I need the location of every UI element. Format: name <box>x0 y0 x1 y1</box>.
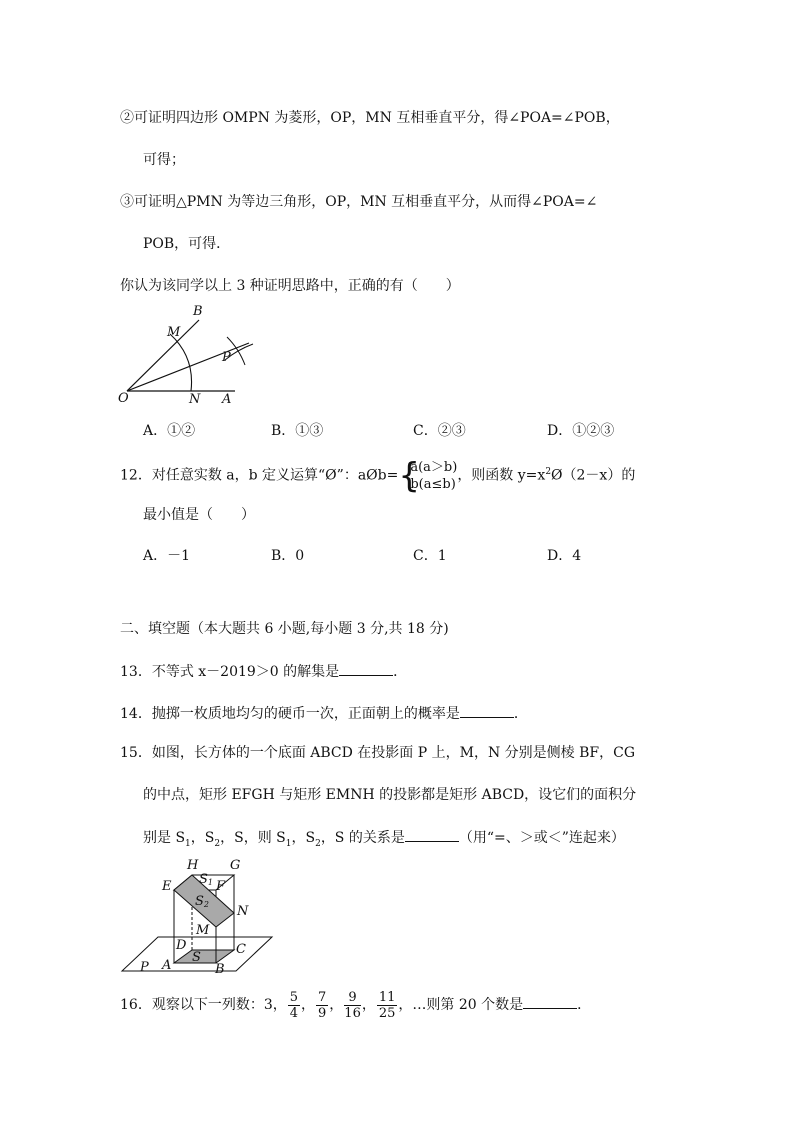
label-s1-sub: 1 <box>207 878 213 887</box>
q15-line3b: ，S <box>190 830 215 846</box>
q11-option-d[interactable]: D．①②③ <box>547 423 615 439</box>
label-o: O <box>118 391 129 406</box>
q11-item2: ②可证明四边形 OMPN 为菱形，OP，MN 互相垂直平分，得∠POA=∠POB， <box>120 110 620 126</box>
label-b: B <box>215 962 225 975</box>
q15-s2-sub: 2 <box>214 838 221 849</box>
q14-answer-blank[interactable] <box>460 703 514 718</box>
angle-bisector-figure <box>115 302 255 408</box>
q15-answer-blank[interactable] <box>405 827 459 842</box>
q11-option-c[interactable]: C．②③ <box>413 423 466 439</box>
q15-line1: 15．如图，长方体的一个底面 ABCD 在投影面 P 上，M，N 分别是侧棱 BF，CG <box>120 745 636 761</box>
q16-text: 16．观察以下一列数：3， <box>120 997 287 1013</box>
q12-line2: 最小值是（ ） <box>143 507 255 523</box>
label-n: N <box>189 392 201 407</box>
label-s2-sub: 2 <box>203 900 209 909</box>
q12-stem-c: Ø（2－x）的 <box>551 467 636 484</box>
q12-option-a[interactable]: A．－1 <box>143 548 191 564</box>
q15-line3 <box>143 827 625 854</box>
q16: 16．观察以下一列数：3， $\frac{5}{4}$ ， $\frac{7}{9}$ ， $\frac{9}{16}$ ， $\frac{11}{25}$ ，…则第 20 个数是 ． <box>120 989 592 1021</box>
q16-frac-1-num: 5 <box>289 989 299 1005</box>
q16-end: ． <box>577 997 592 1013</box>
q16-frac-4 <box>377 990 398 1021</box>
q16-frac-1 <box>288 990 300 1021</box>
label-p: P <box>140 960 149 975</box>
label-s1 <box>199 872 213 887</box>
q16-frac-2-den: 9 <box>318 1005 327 1021</box>
label-a: A <box>162 958 172 973</box>
label-c: C <box>236 942 246 957</box>
q11-option-b[interactable]: B．①③ <box>271 423 324 439</box>
q12-case-1: a(a＞b) <box>410 459 458 475</box>
q11-item3: ③可证明△PMN 为等边三角形，OP，MN 互相垂直平分，从而得∠POA=∠ <box>120 194 598 210</box>
label-h: H <box>187 858 199 873</box>
q14-text: 14．抛掷一枚质地均匀的硬币一次，正面朝上的概率是 <box>120 706 460 722</box>
label-s2-main: S <box>195 894 204 909</box>
q15-line3f: （用“=、＞或＜”连起来） <box>458 830 625 846</box>
label-n: N <box>237 904 249 919</box>
q16-answer-blank[interactable] <box>523 994 577 1009</box>
q12-option-b[interactable]: B．0 <box>271 548 305 564</box>
q16-frac-4-den: 25 <box>378 1005 396 1021</box>
label-p: P <box>222 350 231 365</box>
q16-frac-4-num: 11 <box>378 989 396 1005</box>
q11-question: 你认为该同学以上 3 种证明思路中，正确的有（ ） <box>120 278 460 294</box>
q13-answer-blank[interactable] <box>339 661 393 676</box>
label-d: D <box>176 938 187 953</box>
q16-frac-3-num: 9 <box>344 990 361 1006</box>
label-b: B <box>193 304 203 319</box>
q12-option-c[interactable]: C．1 <box>413 548 447 564</box>
q15-line3c: ，S，则 S <box>220 830 286 846</box>
label-e: E <box>162 879 172 894</box>
q12-stem-a: 12．对任意实数 a，b 定义运算“Ø”：aØb= <box>120 467 399 484</box>
q12-sup: 2 <box>545 467 552 477</box>
label-a: A <box>222 392 232 407</box>
section2-title: 二、填空题（本大题共 6 小题,每小题 3 分,共 18 分) <box>120 621 449 637</box>
q16-frac-3-den: 16 <box>344 1005 361 1021</box>
q12-brace: { <box>398 455 420 496</box>
arc-mn <box>170 334 192 391</box>
q16-frac-3 <box>344 990 361 1021</box>
q16-tail: ，…则第 20 个数是 <box>398 997 524 1013</box>
q15-line3e: ，S 的关系是 <box>320 830 405 846</box>
q12-stem <box>120 448 635 500</box>
q12-piecewise <box>398 455 458 496</box>
q16-frac-2 <box>316 990 328 1021</box>
label-m: M <box>167 325 181 340</box>
q15-line3d: ，S <box>291 830 316 846</box>
q13-end: ． <box>393 664 408 680</box>
q12-case-2: b(a≤b) <box>410 476 456 492</box>
label-s: S <box>192 950 201 965</box>
q12-stem-b: ，则函数 y=x <box>457 467 546 484</box>
q12-option-d[interactable]: D．4 <box>547 548 582 564</box>
label-g: G <box>230 858 241 873</box>
q11-option-a[interactable]: A．①② <box>143 423 196 439</box>
q15-s2b-sub: 2 <box>315 838 321 849</box>
q16-frac-2-num: 7 <box>318 989 327 1005</box>
q15-s1b-sub: 1 <box>285 838 292 849</box>
q13-text: 13．不等式 x－2019＞0 的解集是 <box>120 664 340 680</box>
label-s1-main: S <box>199 872 208 887</box>
ray-ob <box>127 320 199 391</box>
q15-line2: 的中点，矩形 EFGH 与矩形 EMNH 的投影都是矩形 ABCD，设它们的面积分 <box>143 787 637 803</box>
label-f: F <box>216 879 226 894</box>
label-m: M <box>196 923 210 938</box>
q11-item2-cont: 可得； <box>143 152 185 168</box>
q11-item3-cont: POB，可得． <box>143 236 231 252</box>
q15-s1-sub: 1 <box>185 838 191 849</box>
q14-end: ． <box>513 706 528 722</box>
cuboid-projection-figure <box>118 853 278 975</box>
q14 <box>120 703 528 724</box>
q13 <box>120 661 407 682</box>
q16-frac-1-den: 4 <box>289 1005 299 1021</box>
q15-line3a: 别是 S <box>143 830 186 846</box>
